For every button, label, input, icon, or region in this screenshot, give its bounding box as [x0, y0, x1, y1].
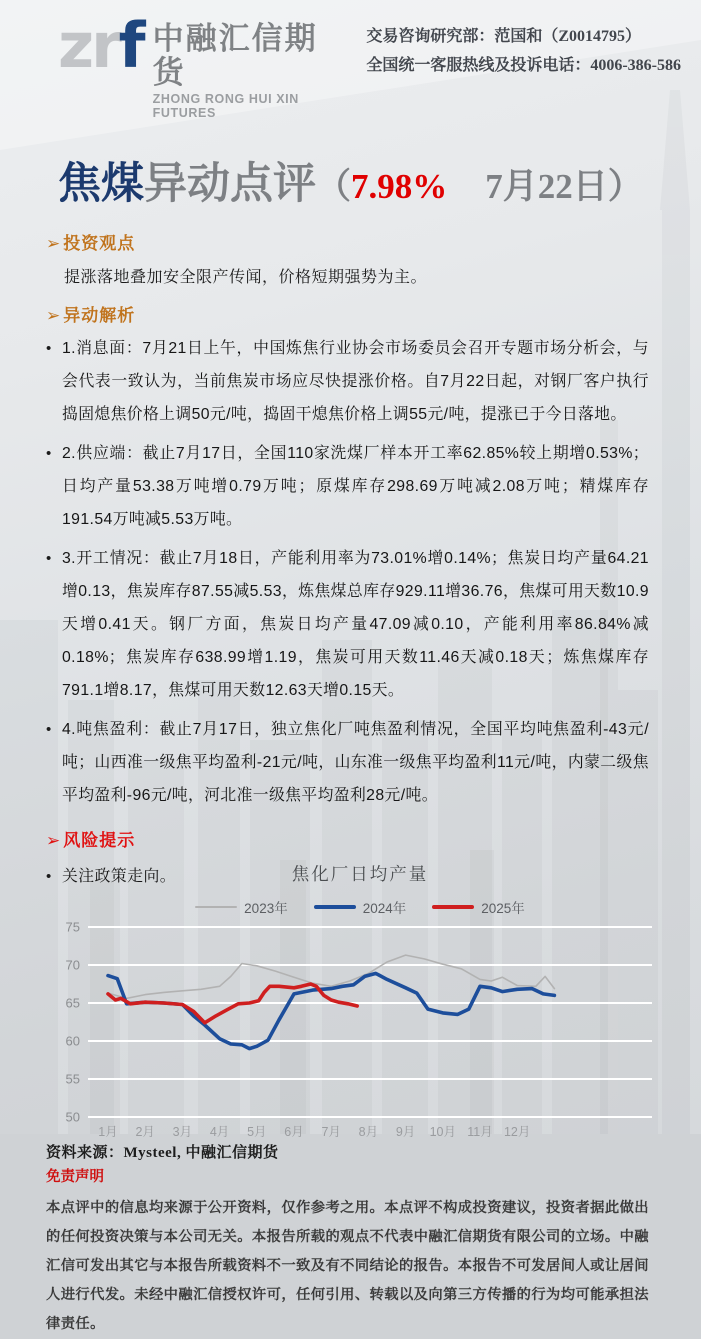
svg-text:12月: 12月 — [503, 1125, 531, 1139]
disclaimer-title: 免责声明 — [46, 1169, 104, 1185]
bullet-icon: • — [46, 445, 52, 462]
title-open-paren: （ — [316, 167, 352, 206]
analysis-item-news — [46, 332, 649, 431]
company-logo — [58, 9, 350, 120]
data-source-line: 资料来源：Mysteel, 中融汇信期货 — [46, 1145, 279, 1161]
svg-text:10月: 10月 — [429, 1125, 457, 1139]
svg-text:50: 50 — [65, 1109, 80, 1125]
zrf-logo-mark — [58, 9, 143, 82]
svg-text:7月: 7月 — [321, 1125, 341, 1139]
section-analysis-label: 异动解析 — [63, 306, 136, 325]
disclaimer-text: 本点评中的信息均来源于公开资料，仅作参考之用。本点评不构成投资建议，投资者据此做出的任何投资决策与本公司无关。本报告所载的观点不代表中融汇信期货有限公司的立场。中融汇信可发出其它与本报告所载资料不一致及有不同结论的报告。本报告不可发居间人或让居间人进行代发。未经中融汇信授权许可，任何引用、转载以及向第三方传播的行为均可能承担法律责任。 — [46, 1200, 649, 1332]
svg-text:3月: 3月 — [172, 1125, 193, 1139]
svg-text:75: 75 — [65, 919, 80, 935]
bullet-icon: • — [46, 340, 52, 357]
svg-text:5月: 5月 — [247, 1125, 267, 1139]
line-swatch-icon — [195, 906, 237, 908]
analysis-item-text: 2.供应端：截止7月17日，全国110家洗煤厂样本开工率62.85%较上期增0.53%；日均产量53.38万吨增0.79万吨；原煤库存298.69万吨减2.08万吨；精煤库存191.54万吨减5.53万吨。 — [62, 445, 649, 528]
chart-title: 焦化厂日均产量 — [291, 864, 429, 884]
title-close-paren: ） — [607, 167, 643, 206]
legend-item-2023 — [195, 897, 288, 917]
legend-label: 2024年 — [362, 901, 407, 916]
bullet-icon: • — [46, 550, 52, 567]
legend-item-2024 — [314, 897, 407, 917]
bullet-icon: • — [46, 721, 52, 738]
line-swatch-icon — [314, 905, 356, 909]
risk-note-text: 关注政策走向。 — [62, 868, 177, 885]
report-title — [58, 150, 701, 211]
arrow-icon: ➢ — [46, 831, 62, 850]
section-analysis — [46, 301, 649, 326]
analysis-item-operation — [46, 542, 649, 707]
arrow-icon: ➢ — [46, 306, 62, 325]
svg-text:4月: 4月 — [209, 1125, 230, 1139]
daily-production-line-chart — [52, 915, 660, 1141]
page-header — [0, 0, 701, 120]
analysis-item-text: 3.开工情况：截止7月18日，产能利用率为73.01%增0.14%；焦炭日均产量64.21增0.13，焦炭库存87.55减5.53，炼焦煤总库存929.11增36.76，焦煤可用天数10.9天增0.41天。钢厂方面，焦炭日均产量47.09减0.10，产能利用率86.84%减0.18%；焦炭库存638.99增1.19，焦炭可用天数11.46天减0.18天；炼焦煤库存791.1增8.17，焦煤可用天数12.63天增0.15天。 — [62, 550, 649, 699]
section-investment-view-label: 投资观点 — [63, 234, 136, 253]
analysis-item-profit — [46, 713, 649, 812]
chart-legend — [60, 897, 660, 917]
report-body — [46, 229, 649, 851]
section-investment-view — [46, 229, 649, 254]
analysis-item-text: 4.吨焦盈利：截止7月17日，独立焦化厂吨焦盈利情况，全国平均吨焦盈利-43元/吨；山西准一级焦平均盈利-21元/吨，山东准一级焦平均盈利11元/吨，内蒙二级焦平均盈利-96元/吨，河北准一级焦平均盈利28元/吨。 — [62, 721, 649, 804]
legend-label: 2025年 — [481, 901, 525, 916]
company-name-en: ZHONG RONG HUI XIN FUTURES — [152, 92, 299, 120]
bullet-icon: • — [46, 868, 52, 885]
title-label: 异动点评 — [144, 161, 316, 208]
svg-text:60: 60 — [65, 1033, 80, 1049]
hotline-line: 全国统一客服热线及投诉电话：4006-386-586 — [366, 57, 681, 74]
investment-view-text: 提涨落地叠加安全限产传闻，价格短期强势为主。 — [64, 269, 428, 286]
chart-block — [0, 859, 701, 1141]
legend-item-2025 — [432, 897, 525, 917]
svg-text:11月: 11月 — [467, 1125, 493, 1139]
svg-text:1月: 1月 — [98, 1125, 118, 1139]
svg-text:6月: 6月 — [284, 1125, 304, 1139]
title-date: 7月22日 — [485, 167, 608, 206]
arrow-icon: ➢ — [46, 234, 62, 253]
svg-text:65: 65 — [65, 995, 80, 1011]
analysis-item-text: 1.消息面：7月21日上午，中国炼焦行业协会市场委员会召开专题市场分析会，与会代表一致认为，当前焦炭市场应尽快提涨价格。自7月22日起，对钢厂客户执行捣固熄焦价格上调50元/吨，捣固干熄焦价格上调55元/吨，提涨已于今日落地。 — [62, 340, 649, 423]
logo-letters-zr: zr — [58, 9, 119, 82]
analysis-item-supply — [46, 437, 649, 536]
section-risk-label: 风险提示 — [63, 831, 136, 850]
title-change-pct: 7.98% — [351, 167, 448, 206]
svg-text:70: 70 — [65, 957, 80, 973]
svg-text:2月: 2月 — [135, 1125, 155, 1139]
svg-text:55: 55 — [65, 1071, 80, 1087]
research-dept-line: 交易咨询研究部：范国和（Z0014795） — [366, 28, 642, 45]
contact-info — [366, 16, 681, 80]
logo-letter-f: f — [118, 9, 143, 82]
title-product: 焦煤 — [58, 161, 144, 208]
svg-text:9月: 9月 — [395, 1125, 416, 1139]
section-risk — [46, 826, 649, 851]
legend-label: 2023年 — [244, 901, 288, 916]
line-swatch-icon — [432, 905, 474, 909]
company-name-cn: 中融汇信期货 — [152, 21, 318, 90]
svg-text:8月: 8月 — [358, 1125, 379, 1139]
